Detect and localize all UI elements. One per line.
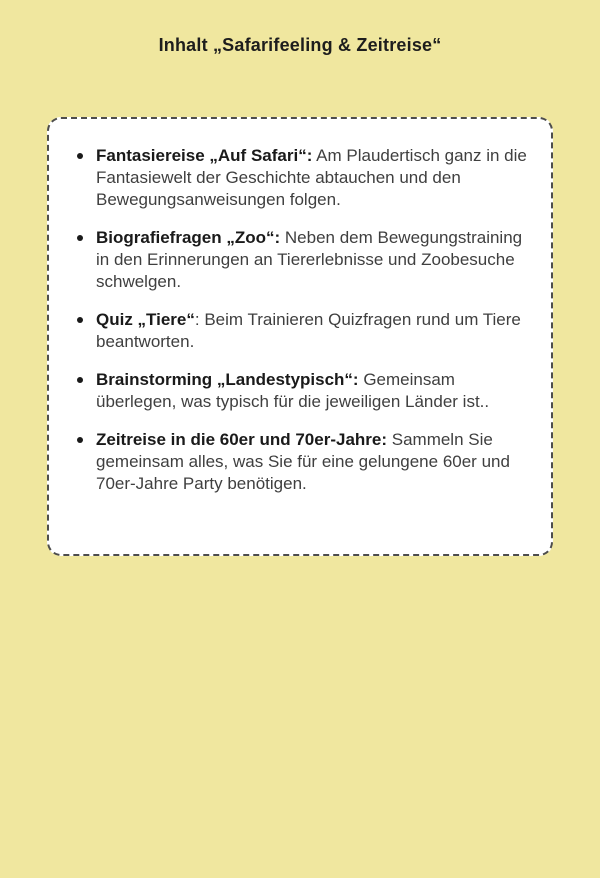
bullet-icon (77, 437, 83, 443)
list-item-heading: Zeitreise in die 60er und 70er-Jahre: (96, 430, 388, 449)
bullet-icon (77, 235, 83, 241)
content-card (47, 117, 553, 556)
bullet-icon (77, 153, 83, 159)
list-item-text: Sammeln Sie gemeinsam alles, was Sie für eine gelungene 60er und 70er-Jahre Party benötigen. (96, 430, 510, 493)
list-item (63, 227, 537, 293)
list-item-text: Neben dem Bewegungstraining in den Erinnerungen an Tiererlebnisse und Zoobesuche schwelgen. (96, 228, 523, 291)
list-item-heading: Brainstorming „Landestypisch“: (96, 370, 359, 389)
bullet-list (63, 145, 537, 495)
bullet-icon (77, 377, 83, 383)
bullet-icon (77, 317, 83, 323)
page-title: Inhalt „Safarifeeling & Zeitreise“ (158, 35, 442, 55)
list-item-heading: Quiz „Tiere“ (96, 310, 195, 329)
list-item-heading: Fantasiereise „Auf Safari“: (96, 146, 313, 165)
list-item-text: Gemeinsam überlegen, was typisch für die jeweiligen Länder ist.. (96, 370, 490, 411)
list-item (63, 145, 537, 211)
list-item-text: : Beim Trainieren Quizfragen rund um Tiere beantworten. (96, 310, 521, 351)
list-item (63, 369, 537, 413)
list-item-text: Am Plaudertisch ganz in die Fantasiewelt der Geschichte abtauchen und den Bewegungsanweisungen folgen. (96, 146, 527, 209)
list-item-heading: Biografiefragen „Zoo“: (96, 228, 281, 247)
list-item (63, 309, 537, 353)
list-item (63, 429, 537, 495)
